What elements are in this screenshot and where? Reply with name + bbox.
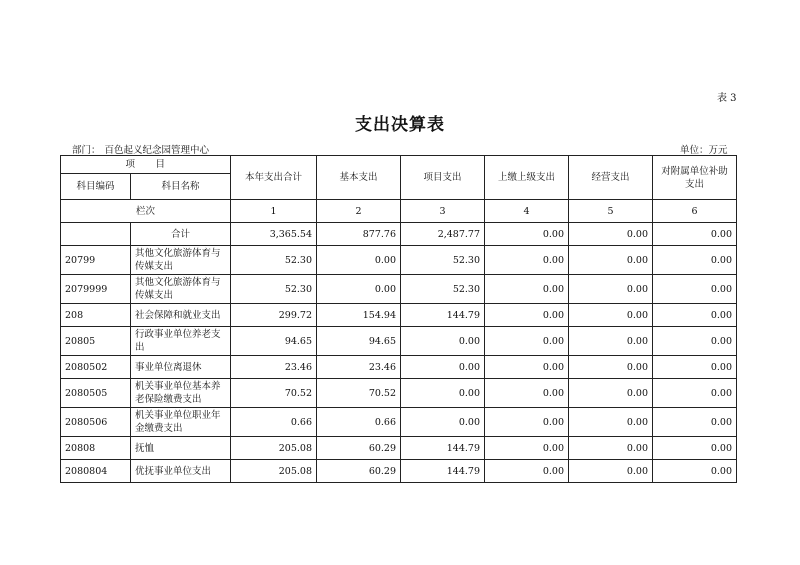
cell-name: 行政事业单位养老支出 xyxy=(131,327,231,356)
cell-upper: 0.00 xyxy=(485,275,569,304)
cell-subsidy: 0.00 xyxy=(653,379,737,408)
table-row xyxy=(61,408,737,437)
cell-total: 205.08 xyxy=(231,437,317,460)
cell-subsidy: 0.00 xyxy=(653,327,737,356)
table-number: 表 3 xyxy=(717,93,737,104)
cell-project: 144.79 xyxy=(401,304,485,327)
cell-code: 208 xyxy=(61,304,131,327)
cell-total: 205.08 xyxy=(231,460,317,483)
index-2: 2 xyxy=(317,200,401,223)
cell-subsidy: 0.00 xyxy=(653,246,737,275)
header-business: 经营支出 xyxy=(569,156,653,200)
cell-subsidy: 0.00 xyxy=(653,356,737,379)
cell-business: 0.00 xyxy=(569,327,653,356)
table-row xyxy=(61,304,737,327)
cell-code: 2079999 xyxy=(61,275,131,304)
cell-project: 52.30 xyxy=(401,246,485,275)
cell-total: 52.30 xyxy=(231,246,317,275)
index-3: 3 xyxy=(401,200,485,223)
index-5: 5 xyxy=(569,200,653,223)
department-label: 部门： xyxy=(72,145,101,156)
cell-subsidy: 0.00 xyxy=(653,304,737,327)
header-name: 科目名称 xyxy=(131,174,231,200)
cell-basic: 0.00 xyxy=(317,246,401,275)
cell-total: 3,365.54 xyxy=(231,223,317,246)
cell-total: 23.46 xyxy=(231,356,317,379)
cell-upper: 0.00 xyxy=(485,408,569,437)
cell-name: 优抚事业单位支出 xyxy=(131,460,231,483)
cell-name: 事业单位离退休 xyxy=(131,356,231,379)
cell-basic: 154.94 xyxy=(317,304,401,327)
table-row xyxy=(61,275,737,304)
cell-project: 0.00 xyxy=(401,356,485,379)
header-subsidy: 对附属单位补助支出 xyxy=(653,156,737,200)
index-4: 4 xyxy=(485,200,569,223)
cell-project: 0.00 xyxy=(401,327,485,356)
table-row xyxy=(61,437,737,460)
department-name: 百色起义纪念园管理中心 xyxy=(104,145,210,156)
cell-project: 2,487.77 xyxy=(401,223,485,246)
cell-project: 0.00 xyxy=(401,379,485,408)
cell-code: 20808 xyxy=(61,437,131,460)
cell-project: 144.79 xyxy=(401,460,485,483)
cell-subsidy: 0.00 xyxy=(653,223,737,246)
cell-upper: 0.00 xyxy=(485,356,569,379)
cell-code: 20805 xyxy=(61,327,131,356)
cell-basic: 0.66 xyxy=(317,408,401,437)
cell-project: 0.00 xyxy=(401,408,485,437)
cell-code: 2080804 xyxy=(61,460,131,483)
cell-total: 70.52 xyxy=(231,379,317,408)
cell-basic: 0.00 xyxy=(317,275,401,304)
header-code: 科目编码 xyxy=(61,174,131,200)
cell-upper: 0.00 xyxy=(485,304,569,327)
cell-upper: 0.00 xyxy=(485,379,569,408)
cell-total: 299.72 xyxy=(231,304,317,327)
department-line xyxy=(72,142,209,156)
page-title: 支出决算表 xyxy=(355,115,445,135)
cell-total: 0.66 xyxy=(231,408,317,437)
cell-project: 52.30 xyxy=(401,275,485,304)
cell-upper: 0.00 xyxy=(485,437,569,460)
cell-business: 0.00 xyxy=(569,223,653,246)
cell-total: 52.30 xyxy=(231,275,317,304)
cell-basic: 23.46 xyxy=(317,356,401,379)
cell-upper: 0.00 xyxy=(485,460,569,483)
cell-subsidy: 0.00 xyxy=(653,460,737,483)
index-1: 1 xyxy=(231,200,317,223)
table-row xyxy=(61,246,737,275)
cell-business: 0.00 xyxy=(569,460,653,483)
cell-name: 抚恤 xyxy=(131,437,231,460)
header-basic: 基本支出 xyxy=(317,156,401,200)
table-row xyxy=(61,327,737,356)
cell-basic: 60.29 xyxy=(317,437,401,460)
index-6: 6 xyxy=(653,200,737,223)
cell-business: 0.00 xyxy=(569,246,653,275)
cell-business: 0.00 xyxy=(569,356,653,379)
cell-basic: 94.65 xyxy=(317,327,401,356)
cell-basic: 70.52 xyxy=(317,379,401,408)
index-row xyxy=(61,200,737,223)
table-row xyxy=(61,460,737,483)
table-row xyxy=(61,223,737,246)
cell-name: 社会保障和就业支出 xyxy=(131,304,231,327)
cell-upper: 0.00 xyxy=(485,223,569,246)
header-item: 项 目 xyxy=(61,156,231,174)
cell-subsidy: 0.00 xyxy=(653,437,737,460)
cell-code: 2080505 xyxy=(61,379,131,408)
unit-label: 单位：万元 xyxy=(680,145,728,156)
cell-business: 0.00 xyxy=(569,437,653,460)
header-row-1 xyxy=(61,156,737,174)
header-upper: 上缴上级支出 xyxy=(485,156,569,200)
header-project: 项目支出 xyxy=(401,156,485,200)
cell-code: 2080506 xyxy=(61,408,131,437)
cell-name: 合计 xyxy=(131,223,231,246)
cell-name: 其他文化旅游体育与传媒支出 xyxy=(131,275,231,304)
cell-name: 机关事业单位基本养老保险缴费支出 xyxy=(131,379,231,408)
cell-business: 0.00 xyxy=(569,304,653,327)
header-total: 本年支出合计 xyxy=(231,156,317,200)
cell-name: 其他文化旅游体育与传媒支出 xyxy=(131,246,231,275)
index-label: 栏次 xyxy=(61,200,231,223)
cell-name: 机关事业单位职业年金缴费支出 xyxy=(131,408,231,437)
cell-code xyxy=(61,223,131,246)
cell-upper: 0.00 xyxy=(485,246,569,275)
cell-code: 20799 xyxy=(61,246,131,275)
cell-total: 94.65 xyxy=(231,327,317,356)
expenditure-table xyxy=(60,155,737,483)
cell-code: 2080502 xyxy=(61,356,131,379)
cell-basic: 60.29 xyxy=(317,460,401,483)
cell-upper: 0.00 xyxy=(485,327,569,356)
cell-business: 0.00 xyxy=(569,408,653,437)
cell-subsidy: 0.00 xyxy=(653,275,737,304)
cell-business: 0.00 xyxy=(569,379,653,408)
cell-project: 144.79 xyxy=(401,437,485,460)
table-row xyxy=(61,356,737,379)
table-row xyxy=(61,379,737,408)
cell-subsidy: 0.00 xyxy=(653,408,737,437)
cell-business: 0.00 xyxy=(569,275,653,304)
cell-basic: 877.76 xyxy=(317,223,401,246)
